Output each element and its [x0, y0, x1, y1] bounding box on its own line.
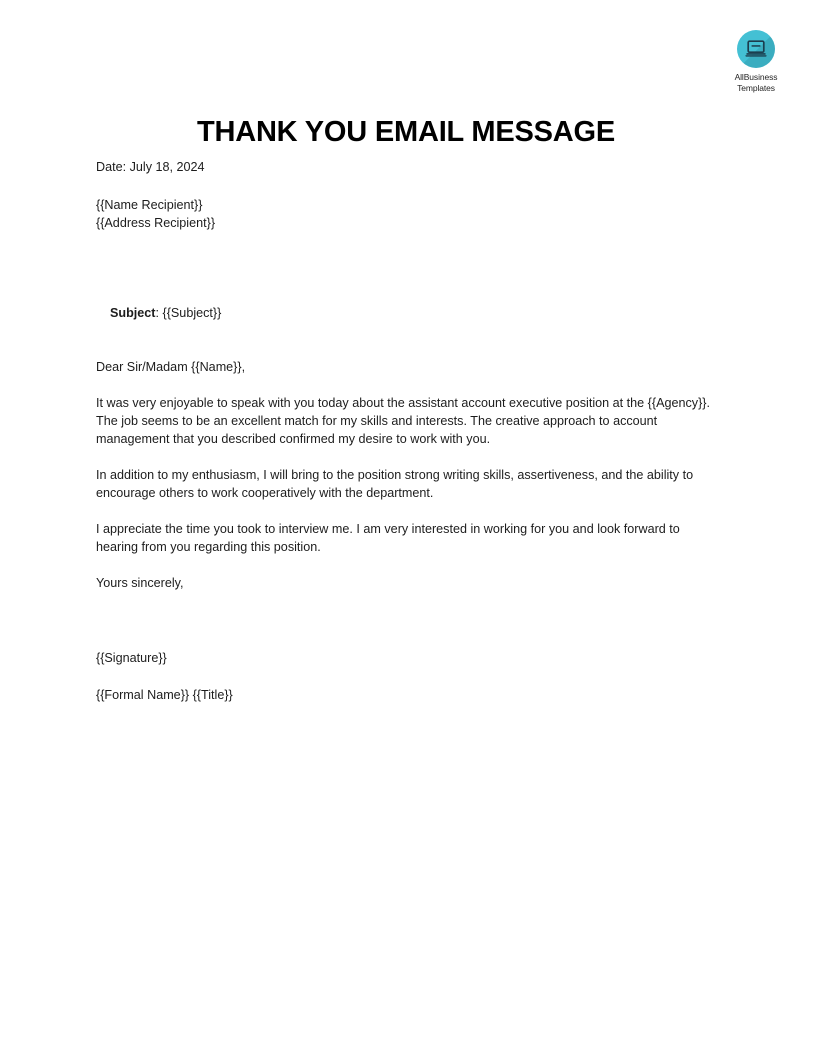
spacer-signature-area	[96, 592, 718, 649]
spacer-after-recipient	[96, 232, 718, 286]
brand-name-line2: Templates	[737, 82, 775, 93]
recipient-name: {{Name Recipient}}	[96, 198, 203, 212]
laptop-icon	[745, 40, 767, 58]
signature-placeholder: {{Signature}}	[96, 651, 167, 665]
page-title: THANK YOU EMAIL MESSAGE	[196, 116, 616, 148]
brand-name	[716, 72, 796, 93]
spacer-after-paragraph-2	[96, 502, 718, 520]
signer-name-title: {{Formal Name}} {{Title}}	[96, 688, 233, 702]
subject-label: Subject	[110, 306, 156, 320]
body-paragraph-2: In addition to my enthusiasm, I will bring to the position strong writing skills, assertiveness, and the ability to encourage others to work cooperatively with the department.	[96, 468, 697, 500]
brand-circle	[737, 30, 775, 68]
brand-name-line1: AllBusiness	[734, 72, 778, 82]
spacer-after-subject	[96, 340, 718, 358]
spacer-after-signature	[96, 667, 718, 686]
date-line: Date: July 18, 2024	[96, 160, 205, 174]
spacer-after-date	[96, 176, 718, 196]
body-paragraph-1: It was very enjoyable to speak with you today about the assistant account executive position at the {{Agency}}. The job seems to be an excellent match for my skills and interests. The creative approach to account management that you described confirmed my desire to work with you.	[96, 396, 714, 446]
letter-body	[96, 158, 718, 704]
salutation: Dear Sir/Madam {{Name}},	[96, 360, 246, 374]
spacer-after-paragraph-3	[96, 556, 718, 574]
closing-line: Yours sincerely,	[96, 576, 184, 590]
recipient-address: {{Address Recipient}}	[96, 216, 216, 230]
subject-value: {{Subject}}	[162, 306, 222, 320]
subject-separator: :	[155, 306, 163, 320]
spacer-after-salutation	[96, 376, 718, 394]
spacer-after-paragraph-1	[96, 448, 718, 466]
subject-line	[96, 286, 718, 340]
body-paragraph-3: I appreciate the time you took to interview me. I am very interested in working for you and look forward to hearing from you regarding this position.	[96, 522, 684, 554]
brand-logo	[716, 30, 796, 93]
